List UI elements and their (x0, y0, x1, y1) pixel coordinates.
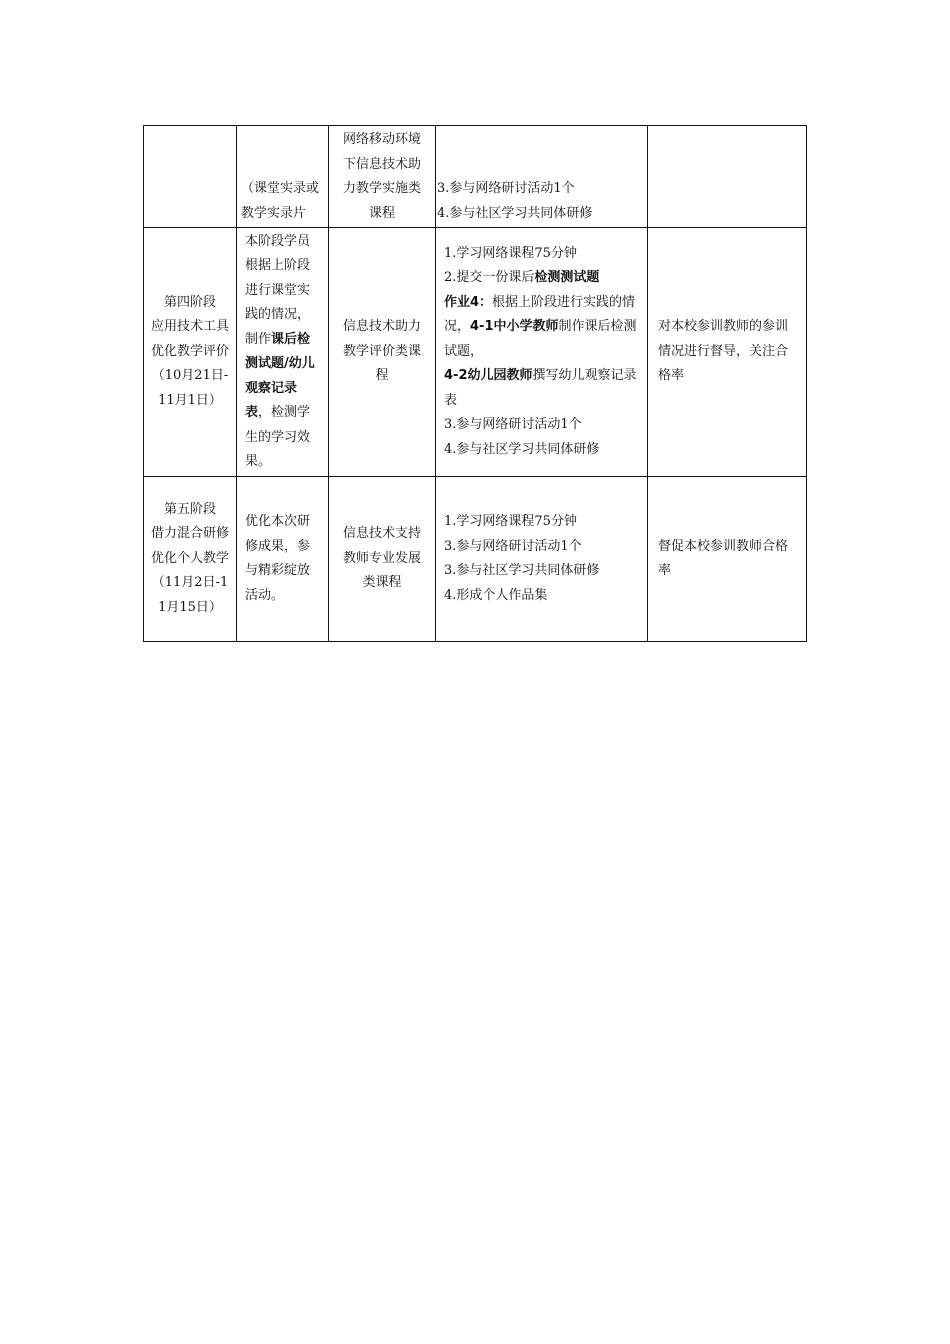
admin-cell: 对本校参训教师的参训情况进行督导，关注合格率 (648, 228, 807, 477)
requirement-item (444, 291, 641, 365)
course-text: 网络移动环境下信息技术助力教学实施类课程 (342, 132, 421, 221)
course-cell (329, 228, 436, 477)
task-cell (237, 228, 329, 477)
course-text: 信息技术支持教师专业发展类课程 (342, 526, 421, 591)
requirement-item: 3.参与网络研讨活动1个 (444, 538, 582, 554)
task-text: 本阶段学员根据上阶段进行课堂实践的情况，制作 (245, 233, 311, 347)
table-row (144, 228, 807, 477)
task-cell: 优化本次研修成果，参与精彩绽放活动。 (237, 477, 329, 642)
requirement-item: 3.参与网络研讨活动1个 (444, 417, 582, 433)
requirement-text: 2.提交一份课后 (444, 270, 535, 286)
requirement-text-bold: 检测测试题 (534, 270, 600, 286)
requirement-item (444, 266, 641, 291)
stage-theme: 借力混合研修优化个人教学 (150, 526, 229, 566)
plan-table (143, 125, 807, 642)
admin-cell: 督促本校参训教师合格率 (648, 477, 807, 642)
course-text: 信息技术助力教学评价类课程 (342, 319, 421, 384)
requirement-text-bold: 4-1中小学教师 (470, 319, 559, 335)
task-text-bold: 课后检测试题/幼儿观察记录表 (245, 331, 315, 420)
stage-cell (144, 477, 237, 642)
requirement-text-bold: 作业4： (444, 294, 493, 310)
requirement-text: 制作课后检测试题， (444, 319, 637, 359)
requirement-item: 3.参与网络研讨活动1个 (437, 181, 575, 196)
requirement-item: 1.学习网络课程75分钟 (444, 514, 577, 529)
stage-cell (144, 126, 237, 228)
task-text: ，检测学生的学习效果。 (245, 405, 311, 469)
requirement-item: 4.形成个人作品集 (444, 587, 548, 603)
requirement-item: 4.参与社区学习共同体研修 (437, 205, 593, 221)
task-cell: （课堂实录或教学实录片 (237, 126, 329, 228)
stage-name: 第四阶段 (163, 294, 216, 310)
stage-name: 第五阶段 (163, 501, 216, 517)
stage-theme: 应用技术工具优化教学评价 (150, 319, 229, 359)
requirement-item: 4.参与社区学习共同体研修 (444, 441, 600, 457)
stage-dates: （10月21日-11月1日） (151, 368, 229, 408)
table-row (144, 126, 807, 228)
stage-cell (144, 228, 237, 477)
requirement-cell (436, 477, 648, 642)
course-cell (329, 126, 436, 228)
requirement-text-bold: 4-2幼儿园教师 (444, 368, 533, 384)
requirement-text: 撰写幼儿观察记录表 (444, 368, 637, 408)
table-row (144, 477, 807, 642)
requirement-item: 1.学习网络课程75分钟 (444, 245, 577, 261)
requirement-text: 根据上阶段进行实践的情况， (444, 294, 636, 335)
stage-dates: （11月2日-11月15日） (151, 575, 229, 615)
requirement-item: 3.参与社区学习共同体研修 (444, 563, 600, 578)
requirement-item (444, 364, 641, 413)
admin-cell (648, 126, 807, 228)
course-cell (329, 477, 436, 642)
requirement-cell (436, 126, 648, 228)
requirement-cell (436, 228, 648, 477)
